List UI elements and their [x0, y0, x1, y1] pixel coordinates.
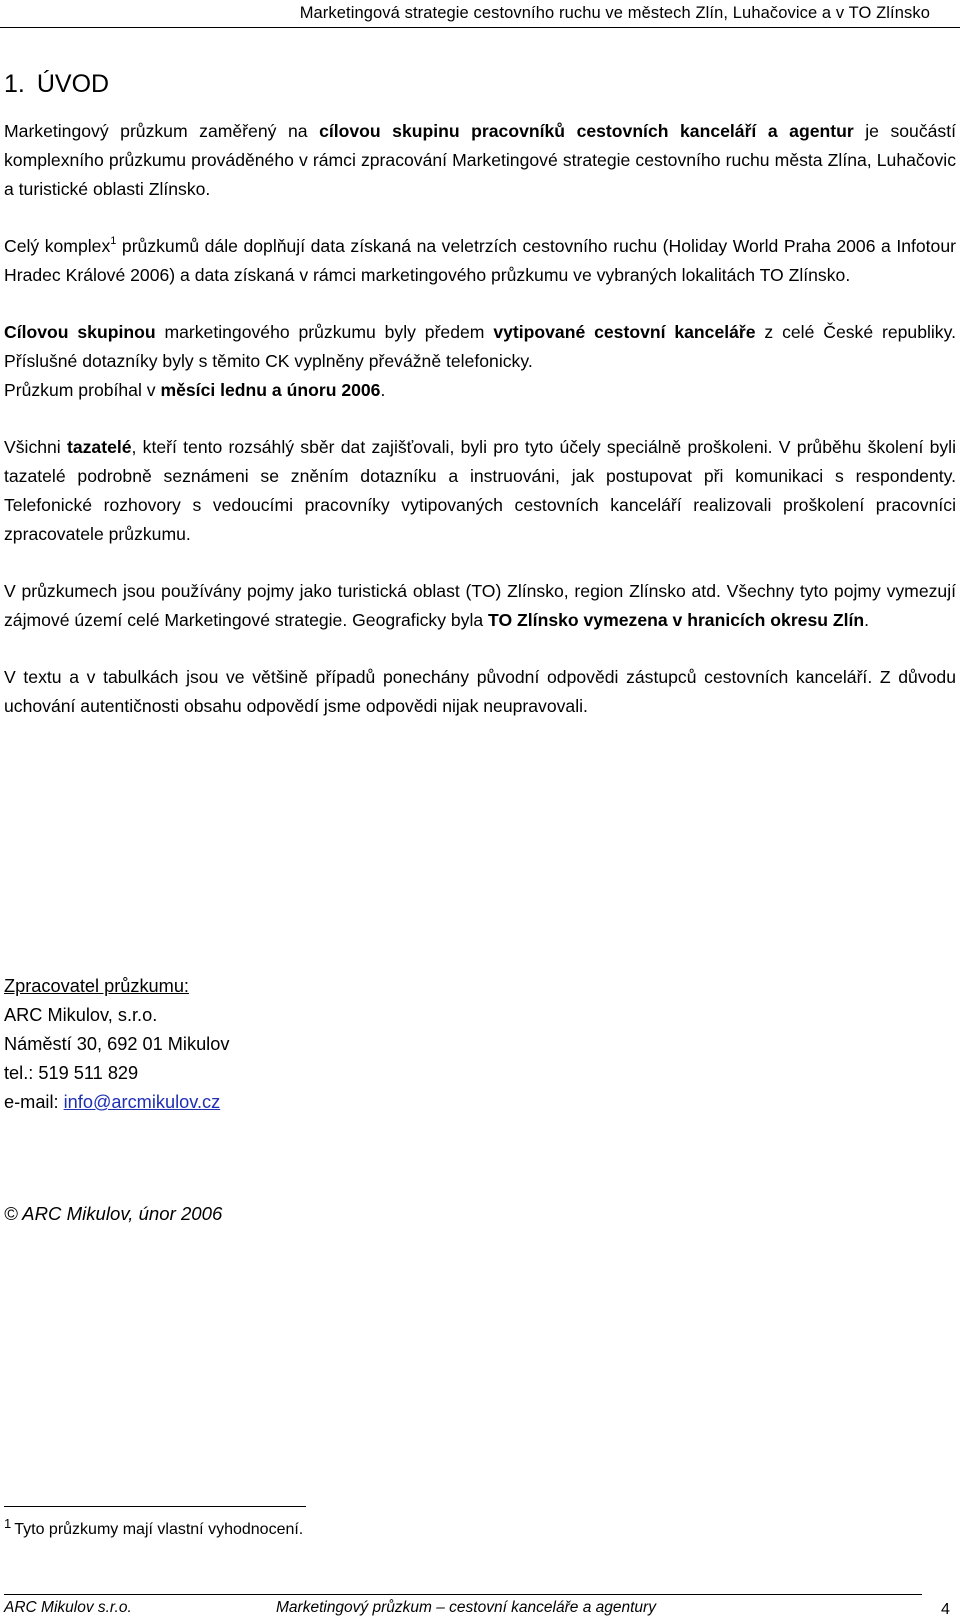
chapter-title: [4, 70, 109, 99]
text-run: Všichni: [4, 437, 67, 457]
footnote-separator: [4, 1506, 306, 1507]
bold-run: TO Zlínsko vymezena v hranicích okresu Zlín: [488, 610, 865, 630]
footer-title: Marketingový průzkum – cestovní kanceláře a agentury: [276, 1599, 656, 1616]
body-text: [4, 117, 956, 749]
contact-phone: tel.: 519 511 829: [4, 1063, 139, 1083]
text-run: průzkumů dále doplňují data získaná na veletrzích cestovního ruchu (Holiday World Praha 2006 a Infotour Hradec Králové 2006) a data získaná v rámci marketingového průzkumu ve vybraných lokalitách TO Zlínsko.: [4, 236, 956, 285]
text-run: z celé České republiky. Příslušné dotazníky byly s těmito CK vyplněny převážně telefonicky.: [4, 322, 956, 371]
bold-run: cílovou skupinu pracovníků cestovních kanceláří a agentur: [319, 121, 854, 141]
running-footer: [4, 1599, 960, 1617]
footnote-reference: 1: [110, 235, 117, 248]
text-run: .: [864, 610, 870, 630]
paragraph-survey-period: [4, 376, 956, 405]
text-run: Marketingový průzkum zaměřený na: [4, 121, 320, 141]
footnote-number: 1: [4, 1515, 12, 1531]
footer-separator: [4, 1594, 922, 1595]
paragraph-target-group: [4, 318, 956, 376]
contact-block: [4, 972, 229, 1117]
text-run: je součástí komplexního průzkumu prováděného v rámci zpracování Marketingové strategie cestovního ruchu města Zlína, Luhačovic a turistické oblasti Zlínsko.: [4, 121, 956, 199]
contact-company: ARC Mikulov, s.r.o.: [4, 1005, 158, 1025]
paragraph-complex: [4, 232, 956, 290]
contact-email-row: [4, 1088, 229, 1117]
email-link[interactable]: info@arcmikulov.cz: [63, 1092, 221, 1112]
running-header-title: Marketingová strategie cestovního ruchu ve městech Zlín, Luhačovice a v TO Zlínsko: [299, 4, 930, 22]
paragraph-interviewers: [4, 433, 956, 549]
footer-company: ARC Mikulov s.r.o.: [4, 1599, 132, 1616]
email-label: e-mail:: [4, 1092, 64, 1112]
bold-run: tazatelé: [66, 437, 132, 457]
paragraph-terms: [4, 577, 956, 635]
text-run: marketingového průzkumu byly předem: [155, 322, 494, 342]
copyright-notice: © ARC Mikulov, únor 2006: [4, 1203, 223, 1224]
contact-address: Náměstí 30, 692 01 Mikulov: [4, 1034, 230, 1054]
text-run: , kteří tento rozsáhlý sběr dat zajišťovali, byli pro tyto účely speciálně proškoleni. V průběhu školení byli tazatelé podrobně seznámeni se zněním dotazníku a instruováni, jak postupovat při komunikaci s respondenty. Telefonické rozhovory s vedoucími pracovníky vytipovaných cestovních kanceláří realizovali proškolení pracovníci zpracovatele průzkumu.: [4, 437, 956, 544]
paragraph-intro: [4, 117, 956, 204]
footnote: [4, 1515, 304, 1539]
chapter-number: 1.: [4, 70, 25, 98]
running-header: [0, 0, 960, 28]
chapter-title-text: ÚVOD: [36, 70, 110, 98]
text-run: Celý komplex: [4, 236, 111, 256]
text-run: V průzkumech jsou používány pojmy jako turistická oblast (TO) Zlínsko, region Zlínsko atd. Všechny tyto pojmy vymezují zájmové území celé Marketingové strategie. Geograficky byla: [4, 581, 956, 630]
bold-run: měsíci lednu a únoru 2006: [160, 380, 381, 400]
contact-heading: Zpracovatel průzkumu:: [4, 976, 189, 996]
bold-run: vytipované cestovní kanceláře: [493, 322, 756, 342]
bold-run: Cílovou skupinou: [4, 322, 156, 342]
page-number: 4: [941, 1601, 950, 1618]
text-run: .: [380, 380, 386, 400]
text-run: Průzkum probíhal v: [4, 380, 161, 400]
paragraph-answers: [4, 663, 956, 721]
text-run: V textu a v tabulkách jsou ve většině případů ponechány původní odpovědi zástupců cestovních kanceláří. Z důvodu uchování autentičnosti obsahu odpovědí jsme odpovědi nijak neupravovali.: [4, 667, 956, 716]
footnote-text: Tyto průzkumy mají vlastní vyhodnocení.: [14, 1521, 304, 1538]
